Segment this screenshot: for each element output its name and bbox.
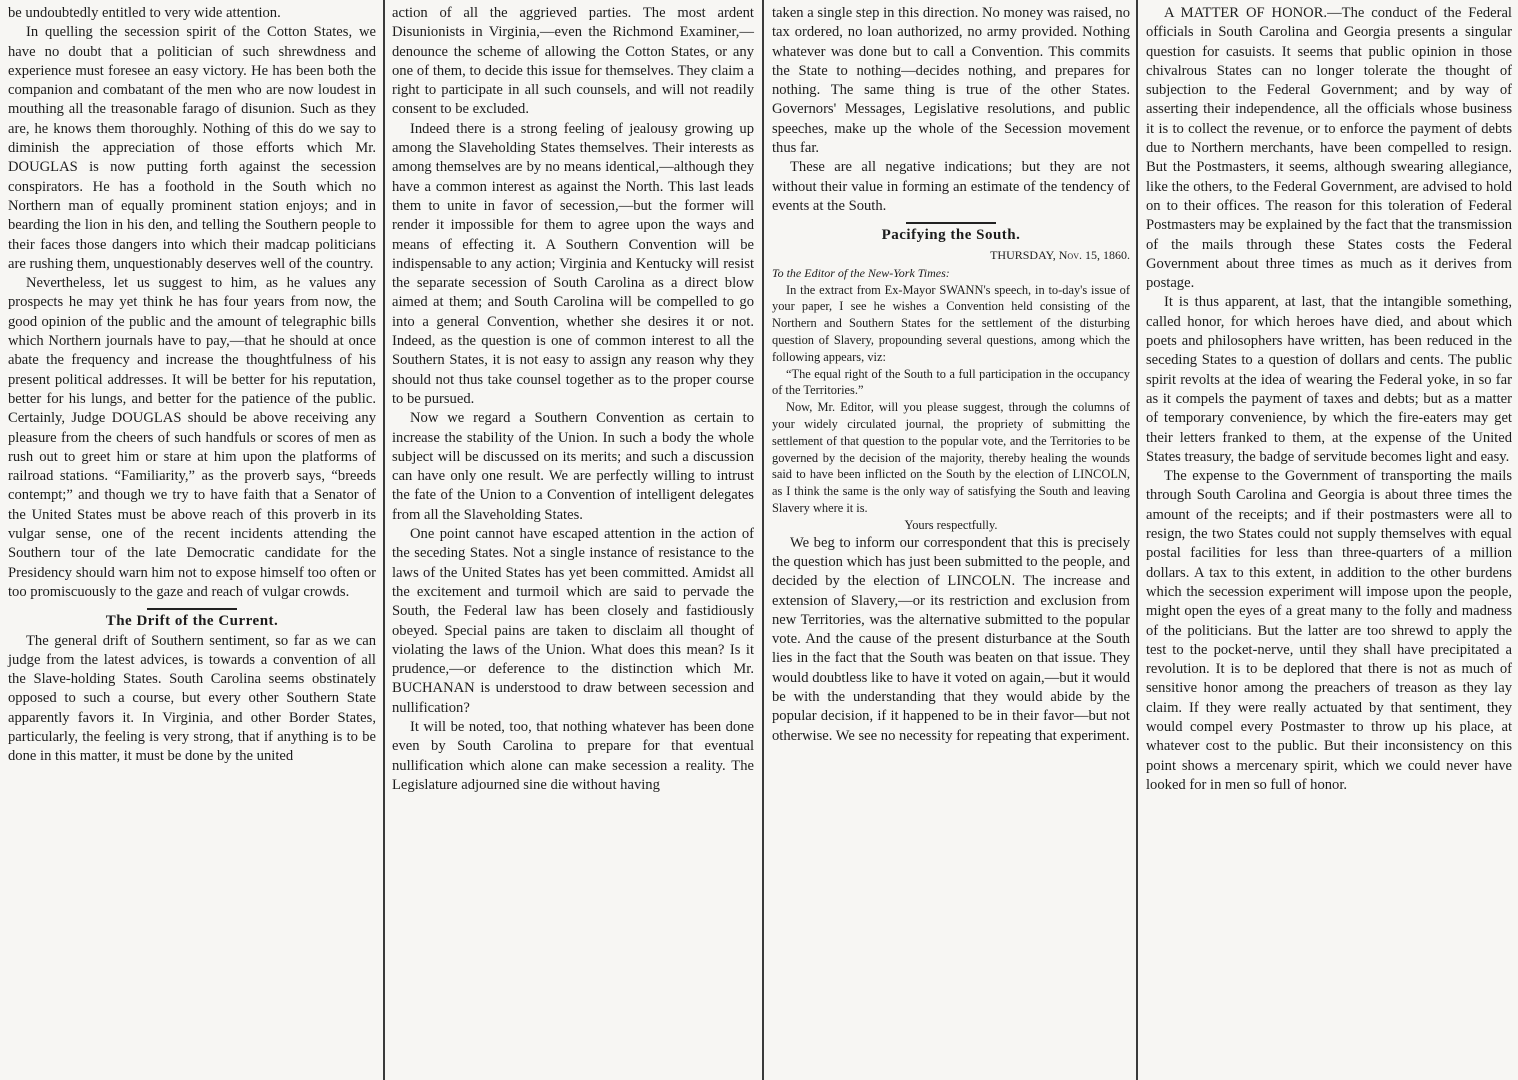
salutation: To the Editor of the New-York Times:	[772, 265, 950, 280]
column-1	[0, 0, 382, 1080]
paragraph: We beg to inform our correspondent that this is precisely the question which has just been submitted to the people, and decided by the election of LINCOLN. The increase and extension of Slavery,—or its restriction and exclusion from new Territories, was the alternative submitted to the popular vote. And the cause of the present disturbance at the South lies in the fact that the South was beaten on that issue. They would doubtless like to have it voted on again,—but it would be with the understanding that they would abide by the popular decision, if it happened to be in their favor—but not otherwise. We see no necessity for repeating that experiment.	[772, 534, 1130, 744]
paragraph: be undoubtedly entitled to very wide attention.	[8, 5, 281, 21]
paragraph: action of all the aggrieved parties. The most ardent Disunionists in Virginia,—even the Richmond Examiner,—denounce the scheme of allowing the Cotton States, or any one of them, to decide this issue for themselves. They claim a right to participate in all such counsels, and will not readily consent to be excluded.	[392, 5, 754, 118]
article-heading: The Drift of the Current.	[105, 613, 279, 630]
paragraph: In the extract from Ex-Mayor SWANN's speech, in to-day's issue of your paper, I see he wishes a Convention held consisting of the Northern and Southern States for the settlement of the disturbing question of Slavery, propounding several questions, among which the following appears, viz:	[772, 282, 1130, 364]
paragraph: It will be noted, too, that nothing whatever has been done even by South Carolina to prepare for that eventual nullification which alone can make secession a reality. The Legislature adjourned sine die without having	[392, 718, 754, 793]
paragraph: In quelling the secession spirit of the Cotton States, we have no doubt that a politician of such shrewdness and experience must foresee an easy victory. He has been both the companion and combatant of the men who are now loudest in mouthing all the treasonable farago of disunion. Such as they are, he knows them thoroughly. Nothing of this do we say to diminish the appreciation of those efforts which Mr. DOUGLAS is now putting forth against the secession conspirators. He has a foothold in the South which no Northern man of equally prominent station enjoys; and in bearding the lion in his den, and telling the Southern people to their faces those dangers into which their madcap politicians are rushing them, unquestionably deserves well of the country.	[8, 24, 376, 272]
signature: Yours respectfully.	[904, 517, 998, 532]
section-rule	[906, 222, 996, 224]
paragraph: Nevertheless, let us suggest to him, as he values any prospects he may yet think he has four years from now, the good opinion of the public and the amount of telegraphic bills which Northern journals have to pay,—that he should at once abate the frequency and increase the thoughtfulness of his present political addresses. It will be better for his reputation, better for his lungs, and better for the patience of the public. Certainly, Judge DOUGLAS should be above receiving any pleasure from the cheers of such handfuls or scores of men as rush out to greet him or stare at him upon the platforms of railroad stations. “Familiarity,” as the proverb says, “breeds contempt;” and though we try to have faith that a Senator of the United States must be above reach of this proverb in its vulgar sense, one of the recent incidents attending the Southern tour of the late Democratic candidate for the Presidency should warn him not to expose himself too often or too promiscuously to the gaze and reach of vulgar crowds.	[8, 275, 376, 600]
paragraph: One point cannot have escaped attention in the action of the seceding States. Not a single instance of resistance to the laws of the United States has yet been committed. Amidst all the excitement and turmoil which are said to pervade the South, the Federal law has been closely and fastidiously obeyed. Special pains are taken to disclaim all thought of violating the laws of the Union. What does this mean? Is it prudence,—or deference to the distinction which Mr. BUCHANAN is understood to draw between secession and nullification?	[392, 526, 754, 716]
paragraph: Indeed there is a strong feeling of jealousy growing up among the Slaveholding States themselves. Their interests as among themselves are by no means identical,—although they have a common interest as against the North. This last leads them to unite in favor of secession,—but the former will render it impossible for them to agree upon the ways and means of effecting it. A Southern Convention will be indispensable to any action; Virginia and Kentucky will resist the separate secession of South Carolina as a direct blow aimed at them; and South Carolina will be compelled to go into a general Convention, whether she desires it or not. Indeed, as the question is one of common interest to all the Southern States, it is not easy to assign any reason why they should not thus take counsel together as to the proper course to be pursued.	[392, 120, 754, 407]
paragraph: taken a single step in this direction. No money was raised, no tax ordered, no loan authorized, no army provided. Nothing whatever was done but to call a Convention. This commits the State to nothing—decides nothing, and prepares for nothing. The same thing is true of the other States. Governors' Messages, Legislative resolutions, and public speeches, make up the whole of the Secession movement thus far.	[772, 5, 1130, 157]
section-rule	[147, 608, 237, 610]
quotation: “The equal right of the South to a full participation in the occupancy of the Territories.”	[772, 366, 1130, 398]
column-2	[384, 0, 760, 1080]
article-heading: Pacifying the South.	[881, 227, 1021, 244]
paragraph: A MATTER OF HONOR.—The conduct of the Federal officials in South Carolina and Georgia presents a singular question for casuists. It seems that public opinion in those chivalrous States can no longer tolerate the thought of subjection to the Federal Government; and by way of asserting their independence, all the officials whose business it is to collect the revenue, or to enforce the payment of debts due to Northern merchants, have been compelled to resign. But the Postmasters, it seems, although swearing allegiance, like the others, to the Federal Government, are advised to hold on to their offices. The reason for this toleration of Federal Postmasters may be explained by the fact that the transmission of the mails through these States costs the Federal Government about three times as much as it derives from postage.	[1146, 5, 1512, 292]
paragraph: Now we regard a Southern Convention as certain to increase the stability of the Union. In such a body the whole subject will be discussed on its merits; and such a discussion can have only one result. We are perfectly willing to intrust the fate of the Union to a Convention of intelligent delegates from all the Slaveholding States.	[392, 410, 754, 523]
paragraph: It is thus apparent, at last, that the intangible something, called honor, for which heroes have died, and about which poets and philosophers have written, has been reduced in the seceding States to a question of dollars and cents. The public spirit revolts at the idea of wearing the Federal yoke, in so far as it compels the payment of taxes and debts; but as a matter of temporary convenience, by which the fire-eaters may get their letters franked to them, at the expense of the United States treasury, the badge of servitude becomes light and easy.	[1146, 294, 1512, 465]
paragraph: The general drift of Southern sentiment, so far as we can judge from the latest advices, is towards a convention of all the Slave-holding States. South Carolina seems obstinately opposed to such a course, but every other Southern State apparently favors it. In Virginia, and other Border States, particularly, the feeling is very strong, that if anything is to be done in this matter, it must be done by the united	[8, 632, 376, 765]
paragraph: The expense to the Government of transporting the mails through South Carolina and Georgia is about three times the amount of the receipts; and if their postmasters were all to resign, the two States could not supply themselves with equal postal facilities for less than three-quarters of a million dollars. A tax to this extent, in addition to the other burdens which the secession experiment will impose upon the people, might open the eyes of a great many to the folly and madness of the politicians. But the latter are too shrewd to apply the test to the pocket-nerve, until they shall have precipitated a revolution. It is to be deplored that there is not as much of sensitive honor among the preachers of treason as they lay claim. If they were really actuated by that sentiment, they would compel every Postmaster to throw up his place, at whatever cost to the public. But their inconsistency on this point shows a mercenary spirit, which we could never have looked for in men so full of honor.	[1146, 468, 1512, 793]
column-3	[764, 0, 1136, 1080]
column-4	[1138, 0, 1518, 1080]
dateline: THURSDAY, Nov. 15, 1860.	[990, 247, 1130, 262]
paragraph: Now, Mr. Editor, will you please suggest, through the columns of your widely circulated journal, the propriety of submitting the settlement of that question to the popular vote, and the Territories to be governed by the decision of the majority, thereby healing the wounds said to have been inflicted on the South by the election of LINCOLN, as I think the same is the only way of satisfying the South and leaving Slavery where it is.	[772, 400, 1130, 516]
paragraph: These are all negative indications; but they are not without their value in forming an estimate of the tendency of events at the South.	[772, 159, 1130, 214]
letter-to-editor	[772, 265, 1130, 534]
